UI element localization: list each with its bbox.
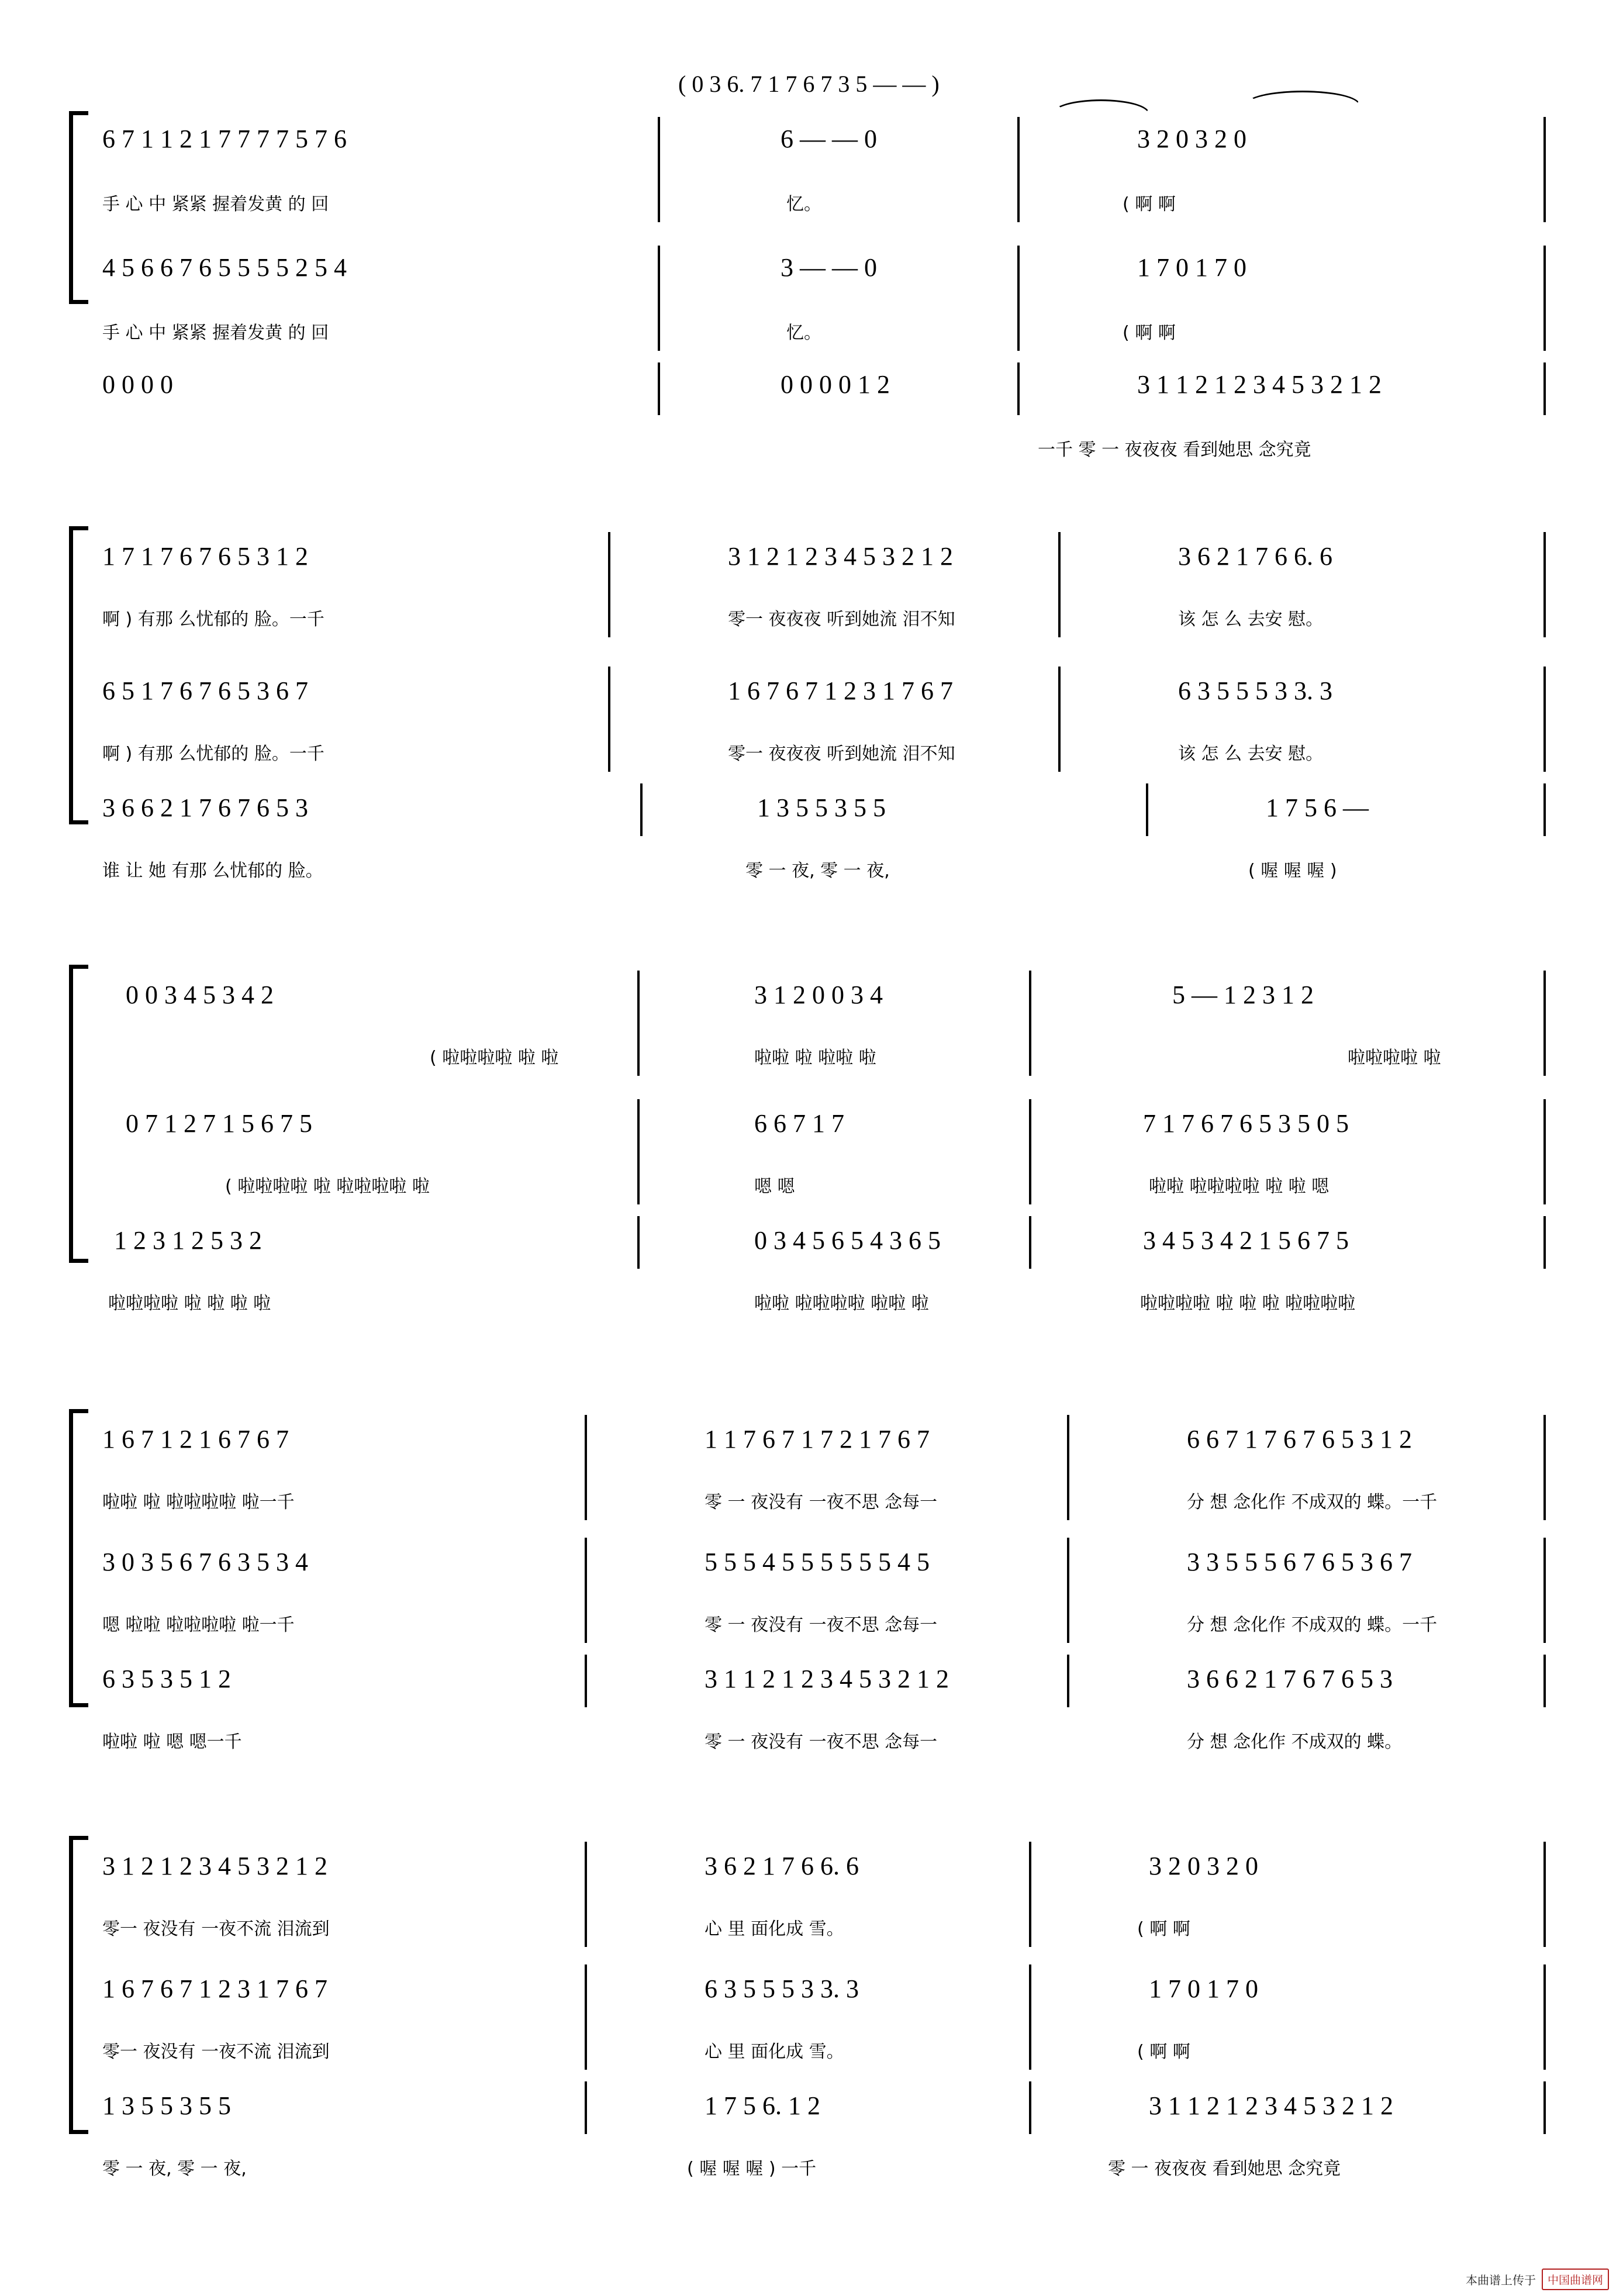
measure-notes: 3 2 0 3 2 0 <box>1149 1852 1258 1880</box>
barline <box>585 1842 587 1947</box>
measure-notes: 1 6 7 6 7 1 2 3 1 7 6 7 <box>728 676 953 705</box>
note-row <box>102 672 1599 707</box>
measure-lyrics: ( 啊 啊 <box>1123 323 1176 343</box>
barline <box>637 1216 640 1269</box>
measure-lyrics: 零 一 夜没有 一夜不思 念每一 <box>705 1732 938 1752</box>
barline <box>1543 532 1546 637</box>
measure-notes: 3 1 1 2 1 2 3 4 5 3 2 1 2 <box>1149 2091 1393 2120</box>
measure-notes: 1 7 5 6 — <box>1266 793 1369 822</box>
note-row <box>102 789 1599 824</box>
barline <box>658 246 660 351</box>
measure-lyrics: ( 啊 啊 <box>1137 1919 1190 1939</box>
measure-notes: 1 3 5 5 3 5 5 <box>102 2091 231 2120</box>
system-2 <box>0 509 1623 883</box>
barline <box>1029 1842 1031 1947</box>
note-row <box>102 976 1599 1011</box>
measure-lyrics: ( 啊 啊 <box>1137 2042 1190 2062</box>
measure-notes: 1 6 7 1 2 1 6 7 6 7 <box>102 1425 289 1453</box>
measure-lyrics: ( 喔 喔 喔 ) 一千 <box>687 2159 817 2179</box>
system-1 <box>0 71 1623 460</box>
measure-notes: 0 0 3 4 5 3 4 2 <box>126 980 274 1009</box>
measure-lyrics: 零 一 夜夜夜 看到她思 念究竟 <box>1108 2159 1341 2179</box>
measure-lyrics: 啦啦 啦 嗯 嗯一千 <box>102 1732 242 1752</box>
measure-notes: 0 0 0 0 1 2 <box>781 370 890 399</box>
voice-soprano <box>102 123 1599 215</box>
measure-notes: 3 6 2 1 7 6 6. 6 <box>705 1852 859 1880</box>
barline <box>1029 1216 1031 1269</box>
measure-lyrics: 忆。 <box>786 194 821 215</box>
measure-lyrics: 啦啦 啦 啦啦啦啦 啦一千 <box>102 1492 295 1513</box>
measure-notes: 4 5 6 6 7 6 5 5 5 5 2 5 4 <box>102 253 347 282</box>
slur <box>1245 91 1360 105</box>
measure-lyrics: 零 一 夜没有 一夜不思 念每一 <box>705 1615 938 1635</box>
lyric-row <box>102 858 1599 885</box>
barline <box>1146 783 1148 836</box>
system-brace <box>69 965 88 1263</box>
system-brace <box>69 1836 88 2134</box>
voice-soprano <box>102 1848 1599 1939</box>
measure-notes: 3 1 2 1 2 3 4 5 3 2 1 2 <box>728 542 953 571</box>
barline <box>637 971 640 1076</box>
site-logo: 中国曲谱网 <box>1542 2269 1609 2290</box>
measure-lyrics: 零一 夜没有 一夜不流 泪流到 <box>102 2042 330 2062</box>
barline <box>608 667 610 772</box>
measure-notes: 1 2 3 1 2 5 3 2 <box>114 1226 262 1255</box>
measure-lyrics: 零 一 夜没有 一夜不思 念每一 <box>705 1492 938 1513</box>
barline <box>1017 246 1020 351</box>
measure-notes: 3 6 6 2 1 7 6 7 6 5 3 <box>1187 1665 1393 1693</box>
note-row <box>102 123 1599 158</box>
measure-lyrics: 分 想 念化作 不成双的 蝶。一千 <box>1187 1615 1438 1635</box>
measure-notes: 6 7 1 1 2 1 7 7 7 7 5 7 6 <box>102 125 347 153</box>
barline <box>658 362 660 415</box>
measure-lyrics: 分 想 念化作 不成双的 蝶。一千 <box>1187 1492 1438 1513</box>
measure-lyrics: 分 想 念化作 不成双的 蝶。 <box>1187 1732 1403 1752</box>
barline <box>1543 1964 1546 2070</box>
voice-bass <box>102 368 1599 460</box>
measure-lyrics: 啦啦啦啦 啦 啦 啦 啦 <box>108 1293 271 1314</box>
lyric-row <box>102 607 1599 634</box>
note-row <box>102 1848 1599 1883</box>
lyric-row <box>102 2156 1599 2183</box>
voice-alto <box>102 1105 1599 1197</box>
barline <box>1058 667 1061 772</box>
measure-notes: 3 6 2 1 7 6 6. 6 <box>1178 542 1332 571</box>
note-row <box>102 1660 1599 1696</box>
measure-lyrics: 零一 夜夜夜 听到她流 泪不知 <box>728 609 955 630</box>
barline <box>1067 1415 1069 1520</box>
barline <box>1067 1655 1069 1707</box>
barline <box>1029 1964 1031 2070</box>
lyric-row <box>102 741 1599 768</box>
measure-lyrics: ( 啦啦啦啦 啦 啦 <box>430 1048 559 1068</box>
lyric-row <box>102 1045 1599 1072</box>
measure-notes: 1 3 5 5 3 5 5 <box>757 793 886 822</box>
lyric-row <box>102 1174 1599 1201</box>
voice-bass <box>102 1222 1599 1314</box>
barline <box>1543 667 1546 772</box>
barline <box>1543 1842 1546 1947</box>
measure-lyrics: 啊 ) 有那 么忧郁的 脸。一千 <box>102 744 324 764</box>
measure-lyrics: 心 里 面化成 雪。 <box>705 1919 844 1939</box>
voice-bass <box>102 1660 1599 1752</box>
measure-lyrics: ( 啊 啊 <box>1123 194 1176 215</box>
barline <box>608 532 610 637</box>
slur <box>1052 99 1149 113</box>
note-row <box>102 1544 1599 1579</box>
note-row <box>102 1970 1599 2005</box>
barline <box>1058 532 1061 637</box>
voice-soprano <box>102 976 1599 1068</box>
voice-alto <box>102 251 1599 343</box>
lyric-row <box>102 192 1599 219</box>
measure-lyrics: 零 一 夜, 零 一 夜, <box>745 861 890 881</box>
barline <box>1067 1538 1069 1643</box>
footer-text: 本曲谱上传于 <box>1465 2273 1536 2287</box>
measure-notes: 0 0 0 0 <box>102 370 173 399</box>
measure-notes: 5 5 5 4 5 5 5 5 5 5 4 5 <box>705 1548 930 1576</box>
voice-alto <box>102 672 1599 764</box>
system-brace <box>69 111 88 304</box>
lyric-row <box>102 2039 1599 2066</box>
barline <box>1029 971 1031 1076</box>
barline <box>585 1415 587 1520</box>
measure-notes: 7 1 7 6 7 6 5 3 5 0 5 <box>1143 1109 1349 1138</box>
measure-lyrics: 一千 零 一 夜夜夜 看到她思 念究竟 <box>1038 440 1311 460</box>
note-row <box>102 251 1599 286</box>
lyric-row <box>102 1490 1599 1517</box>
note-row <box>102 1222 1599 1257</box>
measure-notes: 6 3 5 3 5 1 2 <box>102 1665 231 1693</box>
measure-lyrics: 啦啦啦啦 啦 <box>1348 1048 1441 1068</box>
measure-lyrics: 心 里 面化成 雪。 <box>705 2042 844 2062</box>
barline <box>1543 1099 1546 1204</box>
lyric-row <box>102 1613 1599 1639</box>
barline <box>1017 117 1020 222</box>
measure-lyrics: 零 一 夜, 零 一 夜, <box>102 2159 247 2179</box>
measure-lyrics: ( 啦啦啦啦 啦 啦啦啦啦 啦 <box>225 1176 430 1197</box>
measure-notes: 3 1 1 2 1 2 3 4 5 3 2 1 2 <box>705 1665 949 1693</box>
barline <box>1017 362 1020 415</box>
barline <box>1543 362 1546 415</box>
measure-lyrics: ( 喔 喔 喔 ) <box>1248 861 1337 881</box>
barline <box>1543 1655 1546 1707</box>
note-row <box>102 1105 1599 1140</box>
measure-lyrics: 谁 让 她 有那 么忧郁的 脸。 <box>102 861 323 881</box>
measure-notes: 5 — 1 2 3 1 2 <box>1172 980 1314 1009</box>
barline <box>585 2081 587 2134</box>
measure-lyrics: 零一 夜夜夜 听到她流 泪不知 <box>728 744 955 764</box>
barline <box>585 1655 587 1707</box>
system-4 <box>0 1392 1623 1766</box>
measure-lyrics: 手 心 中 紧紧 握着发黄 的 回 <box>102 323 329 343</box>
measure-notes: 6 5 1 7 6 7 6 5 3 6 7 <box>102 676 308 705</box>
measure-lyrics: 零一 夜没有 一夜不流 泪流到 <box>102 1919 330 1939</box>
lyric-row <box>102 1917 1599 1943</box>
measure-lyrics: 该 怎 么 去安 慰。 <box>1178 744 1324 764</box>
barline <box>585 1964 587 2070</box>
note-row <box>102 368 1599 403</box>
measure-lyrics: 啦啦 啦啦啦啦 啦 啦 嗯 <box>1149 1176 1330 1197</box>
note-row <box>102 538 1599 573</box>
measure-notes: 3 — — 0 <box>781 253 877 282</box>
measure-lyrics: 嗯 啦啦 啦啦啦啦 啦一千 <box>102 1615 295 1635</box>
barline <box>640 783 643 836</box>
lyric-row <box>102 437 1599 464</box>
measure-notes: 3 1 1 2 1 2 3 4 5 3 2 1 2 <box>1137 370 1382 399</box>
measure-notes: 0 7 1 2 7 1 5 6 7 5 <box>126 1109 312 1138</box>
lyric-row <box>102 1729 1599 1756</box>
measure-notes: 6 3 5 5 5 3 3. 3 <box>1178 676 1332 705</box>
measure-lyrics: 啦啦 啦 啦啦 啦 <box>754 1048 876 1068</box>
voice-bass <box>102 2087 1599 2179</box>
barline <box>658 117 660 222</box>
footer-watermark <box>1466 2269 1609 2290</box>
lyric-row <box>102 320 1599 347</box>
barline <box>1543 246 1546 351</box>
measure-notes: 3 6 6 2 1 7 6 7 6 5 3 <box>102 793 308 822</box>
measure-notes: 1 1 7 6 7 1 7 2 1 7 6 7 <box>705 1425 930 1453</box>
voice-soprano <box>102 538 1599 630</box>
barline <box>1543 2081 1546 2134</box>
system-5 <box>0 1818 1623 2193</box>
measure-lyrics: 啦啦啦啦 啦 啦 啦 啦啦啦啦 <box>1140 1293 1356 1314</box>
measure-notes: 1 7 0 1 7 0 <box>1137 253 1246 282</box>
note-row <box>102 1421 1599 1456</box>
barline <box>1029 2081 1031 2134</box>
measure-lyrics: 手 心 中 紧紧 握着发黄 的 回 <box>102 194 329 215</box>
barline <box>1543 1216 1546 1269</box>
measure-notes: 3 1 2 0 0 3 4 <box>754 980 883 1009</box>
barline <box>637 1099 640 1204</box>
measure-notes: 1 6 7 6 7 1 2 3 1 7 6 7 <box>102 1974 327 2003</box>
measure-lyrics: 忆。 <box>786 323 821 343</box>
barline <box>1543 1415 1546 1520</box>
voice-alto <box>102 1544 1599 1635</box>
barline <box>1543 971 1546 1076</box>
barline <box>1029 1099 1031 1204</box>
voice-soprano <box>102 1421 1599 1513</box>
measure-notes: 1 7 5 6. 1 2 <box>705 2091 820 2120</box>
measure-notes: 6 3 5 5 5 3 3. 3 <box>705 1974 859 2003</box>
measure-notes: 6 6 7 1 7 <box>754 1109 844 1138</box>
system-3 <box>0 947 1623 1321</box>
barline <box>1543 783 1546 836</box>
note-row <box>102 2087 1599 2122</box>
barline <box>1543 1538 1546 1643</box>
measure-notes: 3 1 2 1 2 3 4 5 3 2 1 2 <box>102 1852 327 1880</box>
measure-notes: 6 — — 0 <box>781 125 877 153</box>
measure-notes: 6 6 7 1 7 6 7 6 5 3 1 2 <box>1187 1425 1412 1453</box>
voice-alto <box>102 1970 1599 2062</box>
measure-notes: 0 3 4 5 6 5 4 3 6 5 <box>754 1226 941 1255</box>
barline <box>1543 117 1546 222</box>
measure-lyrics: 该 怎 么 去安 慰。 <box>1178 609 1324 630</box>
pickup-intro: ( 0 3 6. 7 1 7 6 7 3 5 — — ) <box>678 71 940 97</box>
measure-notes: 1 7 0 1 7 0 <box>1149 1974 1258 2003</box>
measure-lyrics: 嗯 嗯 <box>754 1176 795 1197</box>
measure-notes: 3 3 5 5 5 6 7 6 5 3 6 7 <box>1187 1548 1412 1576</box>
measure-lyrics: 啊 ) 有那 么忧郁的 脸。一千 <box>102 609 324 630</box>
measure-notes: 1 7 1 7 6 7 6 5 3 1 2 <box>102 542 308 571</box>
system-brace <box>69 526 88 824</box>
barline <box>585 1538 587 1643</box>
system-brace <box>69 1409 88 1707</box>
lyric-row <box>102 1291 1599 1318</box>
measure-notes: 3 4 5 3 4 2 1 5 6 7 5 <box>1143 1226 1349 1255</box>
measure-lyrics: 啦啦 啦啦啦啦 啦啦 啦 <box>754 1293 929 1314</box>
voice-bass <box>102 789 1599 881</box>
measure-notes: 3 2 0 3 2 0 <box>1137 125 1246 153</box>
measure-notes: 3 0 3 5 6 7 6 3 5 3 4 <box>102 1548 308 1576</box>
